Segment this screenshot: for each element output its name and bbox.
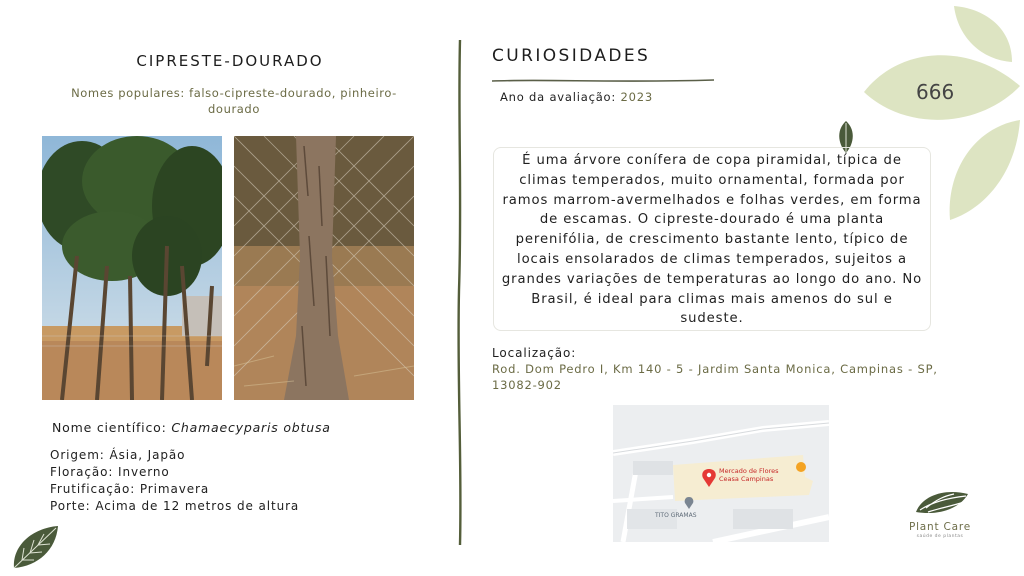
scientific-name bbox=[52, 420, 331, 435]
logo-name: Plant Care bbox=[908, 521, 972, 533]
tree-photo bbox=[42, 136, 222, 400]
plant-care-logo-icon bbox=[914, 488, 970, 524]
column-divider bbox=[455, 40, 465, 549]
plant-name-title: CIPRESTE-DOURADO bbox=[136, 52, 324, 70]
plant-facts bbox=[50, 447, 299, 515]
trunk-photo bbox=[234, 136, 414, 400]
map-place-line1: Mercado de Flores bbox=[719, 467, 779, 475]
fact-origin: Origem: Ásia, Japão bbox=[50, 448, 186, 462]
year-value: 2023 bbox=[620, 90, 654, 104]
title-underline bbox=[492, 69, 717, 88]
description-text: É uma árvore conífera de copa piramidal, típica de climas temperados, muito ornamental, formada por ramos marrom-avermelhados e folhas verdes, em forma de escamas. O cipreste-dourado é uma planta perenifólia, de crescimento bastante lento, típico de locais ensolarados de climas temperados, sujeitos a grandes variações de temperaturas ao longo do ano. No Brasil, é ideal para climas mais amenos do sul e sudeste. bbox=[501, 153, 923, 327]
fact-flowering: Floração: Inverno bbox=[50, 465, 170, 479]
curiosidades-title: CURIOSIDADES bbox=[492, 46, 651, 66]
popular-names: Nomes populares: falso-cipreste-dourado, pinheiro-dourado bbox=[71, 86, 397, 116]
location-map[interactable] bbox=[613, 405, 829, 542]
scientific-value: Chamaecyparis obtusa bbox=[171, 420, 331, 435]
location-label: Localização: bbox=[492, 346, 577, 360]
map-street-label: TITO GRAMAS bbox=[655, 512, 697, 519]
location-address: Rod. Dom Pedro I, Km 140 - 5 - Jardim Santa Monica, Campinas - SP, 13082-902 bbox=[492, 362, 938, 392]
map-place-line2: Ceasa Campinas bbox=[719, 475, 774, 483]
fact-size: Porte: Acima de 12 metros de altura bbox=[50, 499, 300, 513]
evaluation-number: 666 bbox=[916, 80, 955, 104]
year-label: Ano da avaliação: bbox=[500, 90, 617, 104]
fact-fruiting: Frutificação: Primavera bbox=[50, 482, 210, 496]
map-place-label bbox=[719, 467, 779, 483]
logo-tagline: saúde de plantas bbox=[916, 534, 964, 539]
evaluation-year bbox=[500, 90, 653, 104]
scientific-label: Nome científico: bbox=[52, 420, 167, 435]
leaf-decoration-bottom-left bbox=[10, 524, 60, 574]
leaf-decoration-top-right bbox=[862, 4, 1024, 226]
